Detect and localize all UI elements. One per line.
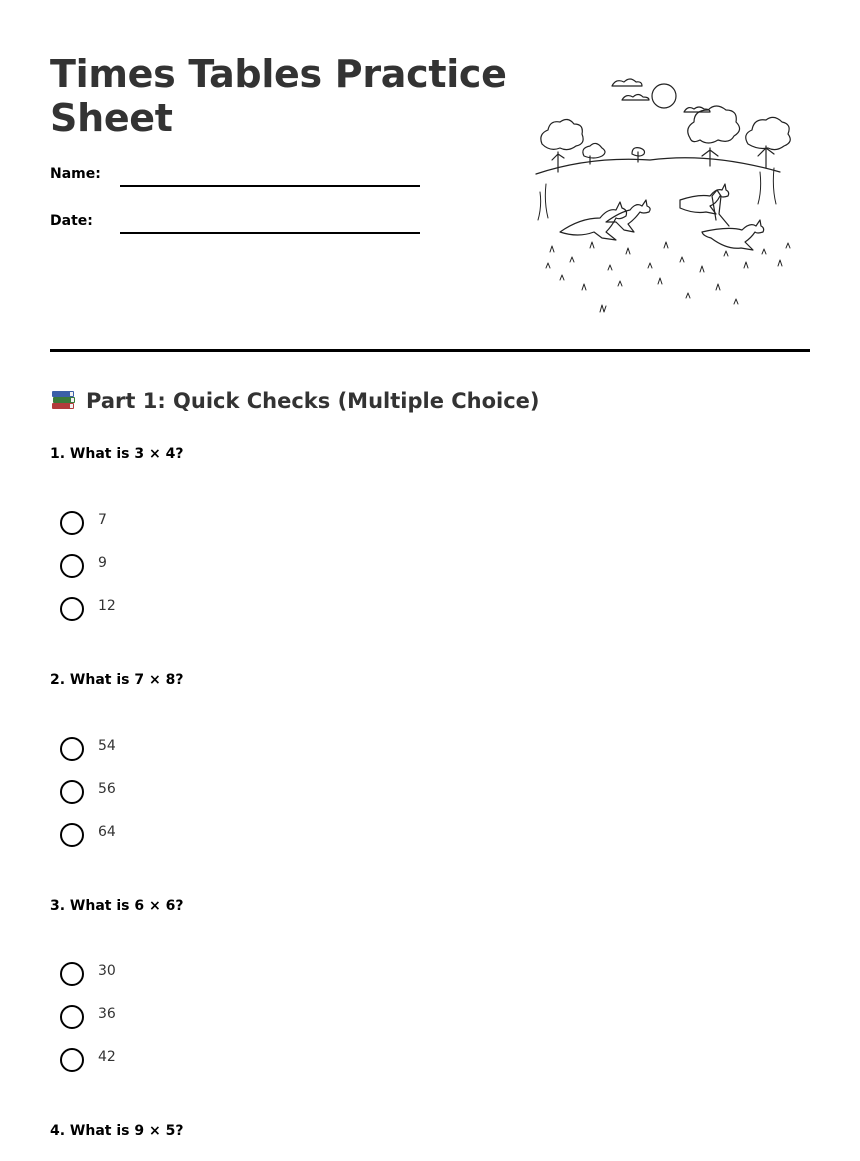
tree-icon — [541, 106, 790, 172]
radio-button[interactable] — [60, 823, 84, 847]
name-label: Name: — [50, 166, 101, 182]
radio-button[interactable] — [60, 511, 84, 535]
option-label: 56 — [98, 781, 116, 797]
radio-button[interactable] — [60, 780, 84, 804]
option-label: 54 — [98, 738, 116, 754]
kangaroo-landscape-illustration — [530, 72, 810, 322]
option-3b[interactable] — [60, 1005, 360, 1031]
option-label: 42 — [98, 1049, 116, 1065]
option-label: 9 — [98, 555, 107, 571]
page-title: Times Tables Practice Sheet — [50, 52, 507, 140]
radio-button[interactable] — [60, 962, 84, 986]
question-3: 3. What is 6 × 6? — [50, 898, 184, 914]
option-2b[interactable] — [60, 780, 360, 806]
name-field[interactable] — [50, 166, 430, 196]
option-2a[interactable] — [60, 737, 360, 763]
option-2c[interactable] — [60, 823, 360, 849]
books-icon — [50, 388, 78, 412]
option-3c[interactable] — [60, 1048, 360, 1074]
option-1a[interactable] — [60, 511, 360, 537]
section-title — [50, 388, 540, 413]
option-label: 36 — [98, 1006, 116, 1022]
kangaroo-icon — [560, 184, 764, 250]
option-3a[interactable] — [60, 962, 360, 988]
question-4: 4. What is 9 × 5? — [50, 1123, 184, 1139]
option-label: 30 — [98, 963, 116, 979]
date-label: Date: — [50, 213, 93, 229]
section-title-text: Part 1: Quick Checks (Multiple Choice) — [86, 389, 540, 413]
option-label: 12 — [98, 598, 116, 614]
name-line[interactable] — [120, 185, 420, 187]
radio-button[interactable] — [60, 1005, 84, 1029]
option-label: 7 — [98, 512, 107, 528]
hill-line — [536, 158, 780, 174]
section-divider — [50, 349, 810, 352]
radio-button[interactable] — [60, 1048, 84, 1072]
option-1c[interactable] — [60, 597, 360, 623]
radio-button[interactable] — [60, 554, 84, 578]
date-field[interactable] — [50, 213, 430, 243]
question-1: 1. What is 3 × 4? — [50, 446, 184, 462]
grass-icon — [538, 168, 790, 312]
option-label: 64 — [98, 824, 116, 840]
radio-button[interactable] — [60, 597, 84, 621]
date-line[interactable] — [120, 232, 420, 234]
option-1b[interactable] — [60, 554, 360, 580]
question-2: 2. What is 7 × 8? — [50, 672, 184, 688]
radio-button[interactable] — [60, 737, 84, 761]
sun-icon — [652, 84, 676, 108]
